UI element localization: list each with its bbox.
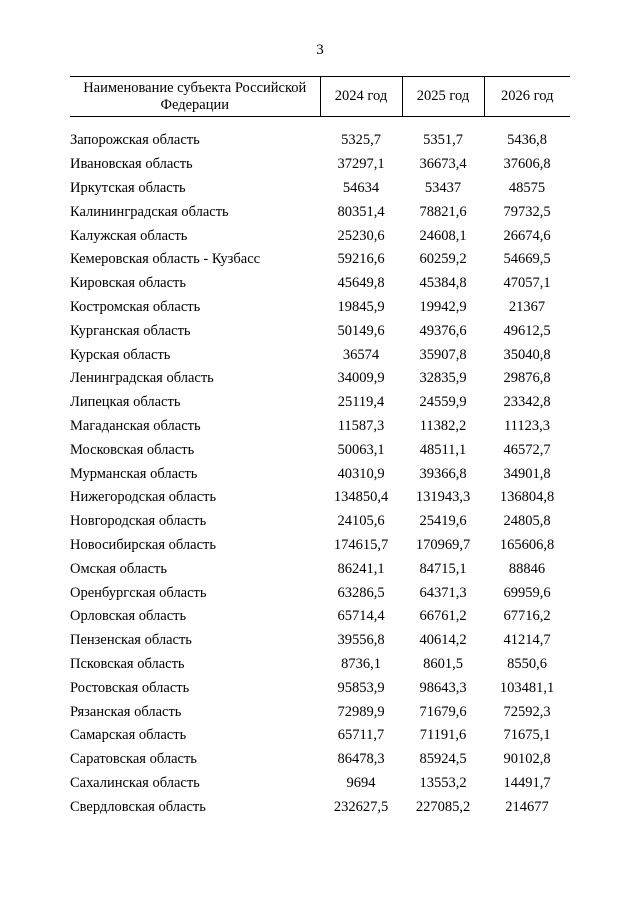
region-name-cell: Пензенская область bbox=[70, 632, 192, 649]
table-row bbox=[70, 581, 570, 605]
region-name-cell: Ивановская область bbox=[70, 156, 193, 173]
value-2026-cell: 46572,7 bbox=[503, 441, 551, 458]
table-row bbox=[70, 177, 570, 201]
value-2026-cell: 79732,5 bbox=[503, 203, 551, 220]
value-2025-cell: 36673,4 bbox=[419, 156, 467, 173]
value-2024-cell: 50063,1 bbox=[337, 441, 385, 458]
table-row bbox=[70, 319, 570, 343]
value-2025-cell: 64371,3 bbox=[419, 584, 467, 601]
region-name-cell: Омская область bbox=[70, 560, 167, 577]
table-row bbox=[70, 462, 570, 486]
table-row bbox=[70, 200, 570, 224]
value-2024-cell: 59216,6 bbox=[337, 251, 385, 268]
value-2024-cell: 37297,1 bbox=[337, 156, 385, 173]
value-2025-cell: 13553,2 bbox=[419, 774, 467, 791]
table-row bbox=[70, 367, 570, 391]
value-2026-cell: 54669,5 bbox=[503, 251, 551, 268]
table-row bbox=[70, 438, 570, 462]
region-name-cell: Новосибирская область bbox=[70, 536, 216, 553]
value-2024-cell: 25119,4 bbox=[337, 394, 385, 411]
value-2025-cell: 66761,2 bbox=[419, 608, 467, 625]
value-2026-cell: 90102,8 bbox=[503, 751, 551, 768]
table-row bbox=[70, 415, 570, 439]
value-2026-cell: 29876,8 bbox=[503, 370, 551, 387]
value-2025-cell: 78821,6 bbox=[419, 203, 467, 220]
value-2025-cell: 227085,2 bbox=[415, 798, 471, 815]
value-2024-cell: 54634 bbox=[342, 179, 380, 196]
value-2026-cell: 8550,6 bbox=[507, 655, 547, 672]
region-name-cell: Московская область bbox=[70, 441, 195, 458]
value-2024-cell: 63286,5 bbox=[337, 584, 385, 601]
value-2026-cell: 67716,2 bbox=[503, 608, 551, 625]
table-row bbox=[70, 772, 570, 796]
table-row bbox=[70, 224, 570, 248]
region-name-cell: Псковская область bbox=[70, 655, 185, 672]
value-2025-cell: 5351,7 bbox=[423, 132, 463, 149]
value-2026-cell: 23342,8 bbox=[503, 394, 551, 411]
region-name-cell: Кировская область bbox=[70, 275, 187, 292]
value-2026-cell: 72592,3 bbox=[503, 703, 551, 720]
region-name-cell: Липецкая область bbox=[70, 394, 181, 411]
value-2026-cell: 14491,7 bbox=[503, 774, 551, 791]
value-2025-cell: 19942,9 bbox=[419, 298, 467, 315]
value-2026-cell: 136804,8 bbox=[499, 489, 555, 506]
value-2025-cell: 11382,2 bbox=[419, 417, 467, 434]
value-2025-cell: 71679,6 bbox=[419, 703, 467, 720]
value-2026-cell: 5436,8 bbox=[507, 132, 547, 149]
value-2026-cell: 41214,7 bbox=[503, 632, 551, 649]
value-2025-cell: 98643,3 bbox=[419, 679, 467, 696]
table-row bbox=[70, 653, 570, 677]
region-name-cell: Оренбургская область bbox=[70, 584, 207, 601]
table-row bbox=[70, 557, 570, 581]
region-name-cell: Кемеровская область - Кузбасс bbox=[70, 251, 261, 268]
value-2024-cell: 134850,4 bbox=[333, 489, 389, 506]
value-2024-cell: 11587,3 bbox=[337, 417, 385, 434]
value-2024-cell: 65711,7 bbox=[337, 727, 385, 744]
value-2024-cell: 95853,9 bbox=[337, 679, 385, 696]
table-row bbox=[70, 296, 570, 320]
table-row bbox=[70, 605, 570, 629]
region-name-cell: Ленинградская область bbox=[70, 370, 214, 387]
value-2024-cell: 5325,7 bbox=[341, 132, 381, 149]
value-2026-cell: 165606,8 bbox=[499, 536, 555, 553]
value-2026-cell: 88846 bbox=[508, 560, 546, 577]
table-row bbox=[70, 724, 570, 748]
table-row bbox=[70, 795, 570, 819]
value-2025-cell: 170969,7 bbox=[415, 536, 471, 553]
value-2024-cell: 24105,6 bbox=[337, 513, 385, 530]
value-2026-cell: 214677 bbox=[505, 798, 549, 815]
table-row bbox=[70, 153, 570, 177]
value-2026-cell: 24805,8 bbox=[503, 513, 551, 530]
header-region-name: Наименование субъекта Российской Федерации bbox=[70, 77, 320, 117]
value-2025-cell: 49376,6 bbox=[419, 322, 467, 339]
value-2025-cell: 85924,5 bbox=[419, 751, 467, 768]
page-number: 3 bbox=[316, 42, 324, 58]
value-2025-cell: 131943,3 bbox=[415, 489, 471, 506]
value-2024-cell: 34009,9 bbox=[337, 370, 385, 387]
value-2025-cell: 84715,1 bbox=[419, 560, 467, 577]
region-name-cell: Курганская область bbox=[70, 322, 191, 339]
value-2024-cell: 65714,4 bbox=[337, 608, 385, 625]
region-name-cell: Магаданская область bbox=[70, 417, 201, 434]
value-2026-cell: 37606,8 bbox=[503, 156, 551, 173]
value-2026-cell: 71675,1 bbox=[503, 727, 551, 744]
header-row bbox=[70, 77, 570, 117]
value-2024-cell: 86478,3 bbox=[337, 751, 385, 768]
region-name-cell: Мурманская область bbox=[70, 465, 198, 482]
region-name-cell: Ростовская область bbox=[70, 679, 190, 696]
table-row bbox=[70, 129, 570, 153]
value-2025-cell: 71191,6 bbox=[419, 727, 467, 744]
value-2026-cell: 26674,6 bbox=[503, 227, 551, 244]
value-2025-cell: 48511,1 bbox=[419, 441, 467, 458]
value-2025-cell: 39366,8 bbox=[419, 465, 467, 482]
region-name-cell: Калининградская область bbox=[70, 203, 229, 220]
region-name-cell: Самарская область bbox=[70, 727, 187, 744]
table-header bbox=[70, 77, 570, 117]
region-name-cell: Курская область bbox=[70, 346, 171, 363]
value-2024-cell: 232627,5 bbox=[333, 798, 389, 815]
value-2025-cell: 60259,2 bbox=[419, 251, 467, 268]
value-2024-cell: 40310,9 bbox=[337, 465, 385, 482]
region-name-cell: Запорожская область bbox=[70, 132, 200, 149]
value-2026-cell: 47057,1 bbox=[503, 275, 551, 292]
value-2025-cell: 35907,8 bbox=[419, 346, 467, 363]
value-2026-cell: 34901,8 bbox=[503, 465, 551, 482]
value-2025-cell: 53437 bbox=[424, 179, 462, 196]
value-2024-cell: 72989,9 bbox=[337, 703, 385, 720]
table-row bbox=[70, 510, 570, 534]
value-2026-cell: 21367 bbox=[508, 298, 546, 315]
table-row bbox=[70, 486, 570, 510]
value-2024-cell: 25230,6 bbox=[337, 227, 385, 244]
region-name-cell: Саратовская область bbox=[70, 751, 197, 768]
value-2026-cell: 48575 bbox=[508, 179, 546, 196]
region-name-cell: Орловская область bbox=[70, 608, 187, 625]
value-2024-cell: 8736,1 bbox=[341, 655, 381, 672]
region-name-cell: Нижегородская область bbox=[70, 489, 217, 506]
region-name-cell: Сахалинская область bbox=[70, 774, 200, 791]
table-row bbox=[70, 343, 570, 367]
value-2024-cell: 86241,1 bbox=[337, 560, 385, 577]
value-2025-cell: 24608,1 bbox=[419, 227, 467, 244]
region-name-cell: Свердловская область bbox=[70, 798, 206, 815]
header-year-2026: 2026 год bbox=[484, 77, 570, 117]
value-2025-cell: 40614,2 bbox=[419, 632, 467, 649]
table-row bbox=[70, 676, 570, 700]
value-2025-cell: 32835,9 bbox=[419, 370, 467, 387]
value-2026-cell: 49612,5 bbox=[503, 322, 551, 339]
value-2024-cell: 9694 bbox=[346, 774, 376, 791]
header-year-2025: 2025 год bbox=[402, 77, 484, 117]
budget-table bbox=[70, 76, 570, 819]
table-row bbox=[70, 629, 570, 653]
table-body bbox=[70, 117, 570, 820]
header-year-2024: 2024 год bbox=[320, 77, 402, 117]
value-2024-cell: 50149,6 bbox=[337, 322, 385, 339]
table-row bbox=[70, 391, 570, 415]
value-2026-cell: 11123,3 bbox=[503, 417, 551, 434]
value-2024-cell: 19845,9 bbox=[337, 298, 385, 315]
region-name-cell: Иркутская область bbox=[70, 179, 186, 196]
value-2024-cell: 80351,4 bbox=[337, 203, 385, 220]
table-row bbox=[70, 272, 570, 296]
region-name-cell: Новгородская область bbox=[70, 513, 207, 530]
value-2026-cell: 103481,1 bbox=[499, 679, 555, 696]
table-row bbox=[70, 534, 570, 558]
table-row bbox=[70, 700, 570, 724]
value-2026-cell: 35040,8 bbox=[503, 346, 551, 363]
region-name-cell: Калужская область bbox=[70, 227, 188, 244]
value-2024-cell: 174615,7 bbox=[333, 536, 389, 553]
value-2025-cell: 8601,5 bbox=[423, 655, 463, 672]
table-row bbox=[70, 248, 570, 272]
value-2024-cell: 39556,8 bbox=[337, 632, 385, 649]
value-2025-cell: 25419,6 bbox=[419, 513, 467, 530]
value-2024-cell: 45649,8 bbox=[337, 275, 385, 292]
region-name-cell: Рязанская область bbox=[70, 703, 182, 720]
header-spacer-row bbox=[70, 117, 570, 130]
value-2025-cell: 24559,9 bbox=[419, 394, 467, 411]
region-name-cell: Костромская область bbox=[70, 298, 201, 315]
value-2026-cell: 69959,6 bbox=[503, 584, 551, 601]
value-2024-cell: 36574 bbox=[342, 346, 380, 363]
table-row bbox=[70, 748, 570, 772]
value-2025-cell: 45384,8 bbox=[419, 275, 467, 292]
